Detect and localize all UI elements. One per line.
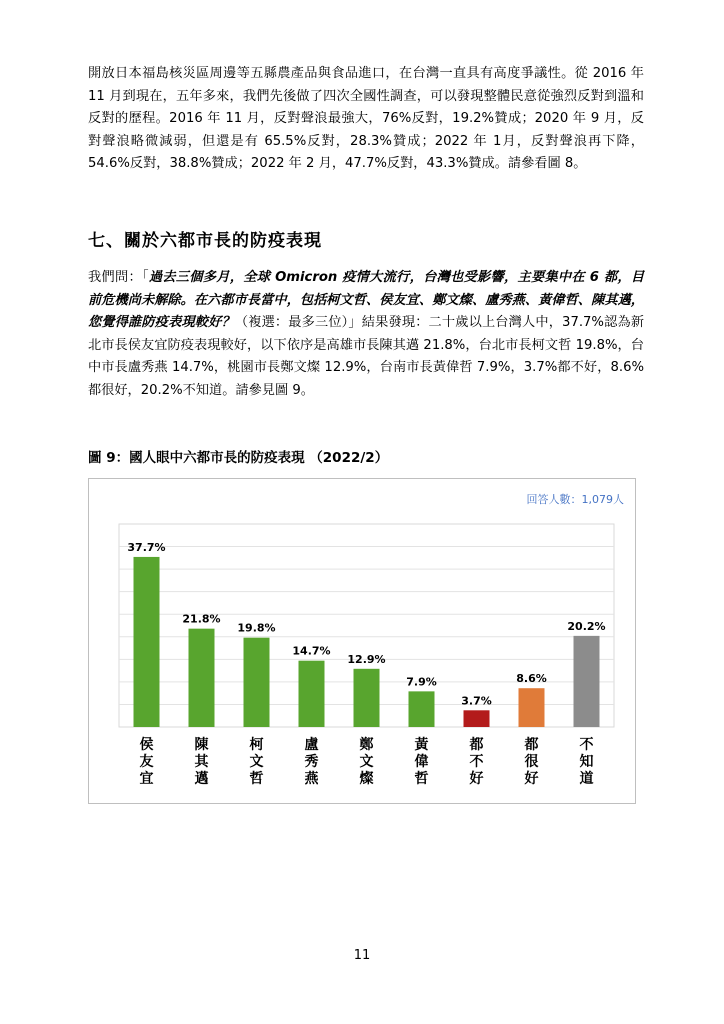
bar xyxy=(519,688,545,727)
paragraph-tail: （複選：最多三位）」結果發現：二十歲以上台灣人中，37.7%認為新北市長侯友宜防疫表現較好，以下依序是高雄市長陳其邁 21.8%，台北市長柯文哲 19.8%，台中市長盧秀燕 14.7%，桃園市長鄭文燦 12.9%，台南市長黃偉哲 7.9%，3.7%都不好，8.6%都很好，20.2%不知道。請參見圖 9。 xyxy=(88,315,645,398)
section-heading: 七、關於六都市長的防疫表現 xyxy=(88,231,322,251)
paragraph-text xyxy=(88,267,644,403)
page-number: 11 xyxy=(353,948,371,963)
category-label: 侯友宜 xyxy=(139,737,154,787)
category-label: 鄭文燦 xyxy=(359,737,374,787)
data-label: 37.7% xyxy=(127,540,166,554)
bar xyxy=(464,710,490,727)
intro-paragraph xyxy=(88,63,644,176)
bar xyxy=(299,661,325,727)
paragraph-lead: 我們問：「 xyxy=(88,270,149,285)
survey-paragraph xyxy=(88,267,644,403)
category-label: 陳其邁 xyxy=(194,737,209,787)
survey-question: 過去三個多月，全球 Omicron 疫情大流行，台灣也受影響，主要集中在 6 都，目前危機尚未解除。在六都市長當中，包括柯文哲、侯友宜、鄭文燦、盧秀燕、黃偉哲、陳其邁，您覺得誰防疫表現較好？ xyxy=(88,270,645,331)
data-label: 12.9% xyxy=(347,652,386,666)
category-label: 不知道 xyxy=(579,737,594,787)
category-label: 都不好 xyxy=(469,737,484,787)
data-label: 19.8% xyxy=(237,621,276,635)
bar xyxy=(189,629,215,727)
bar xyxy=(244,638,270,727)
data-label: 8.6% xyxy=(516,672,547,686)
bar xyxy=(354,669,380,727)
bar xyxy=(574,636,600,727)
category-label: 柯文哲 xyxy=(249,737,264,787)
data-label: 21.8% xyxy=(182,612,221,626)
paragraph-text: 開放日本福島核災區周邊等五縣農產品與食品進口，在台灣一直具有高度爭議性。從 2016 年 11 月到現在，五年多來，我們先後做了四次全國性調查，可以發現整體民意從強烈反對到溫和反對的歷程。2016 年 11 月，反對聲浪最強大，76%反對，19.2%贊成；2020 年 9 月，反對聲浪略微減弱，但還是有 65.5%反對，28.3%贊成；2022 年 1月，反對聲浪再下降，54.6%反對，38.8%贊成；2022 年 2 月，47.7%反對，43.3%贊成。請參看圖 8。 xyxy=(88,66,644,172)
bar xyxy=(134,557,160,727)
data-label: 20.2% xyxy=(567,619,606,633)
category-label: 盧秀燕 xyxy=(304,737,319,787)
data-label: 14.7% xyxy=(292,644,331,658)
figure-title: 圖 9：國人眼中六都市長的防疫表現 （2022/2） xyxy=(88,450,389,466)
data-label: 3.7% xyxy=(461,694,492,708)
respondents-annotation: 回答人數：1,079人 xyxy=(526,493,624,506)
category-label: 都很好 xyxy=(524,737,539,787)
category-label: 黃偉哲 xyxy=(414,737,429,787)
bar xyxy=(409,691,435,727)
chart-canvas xyxy=(89,479,637,805)
data-label: 7.9% xyxy=(406,675,437,689)
bar-chart xyxy=(88,478,636,804)
